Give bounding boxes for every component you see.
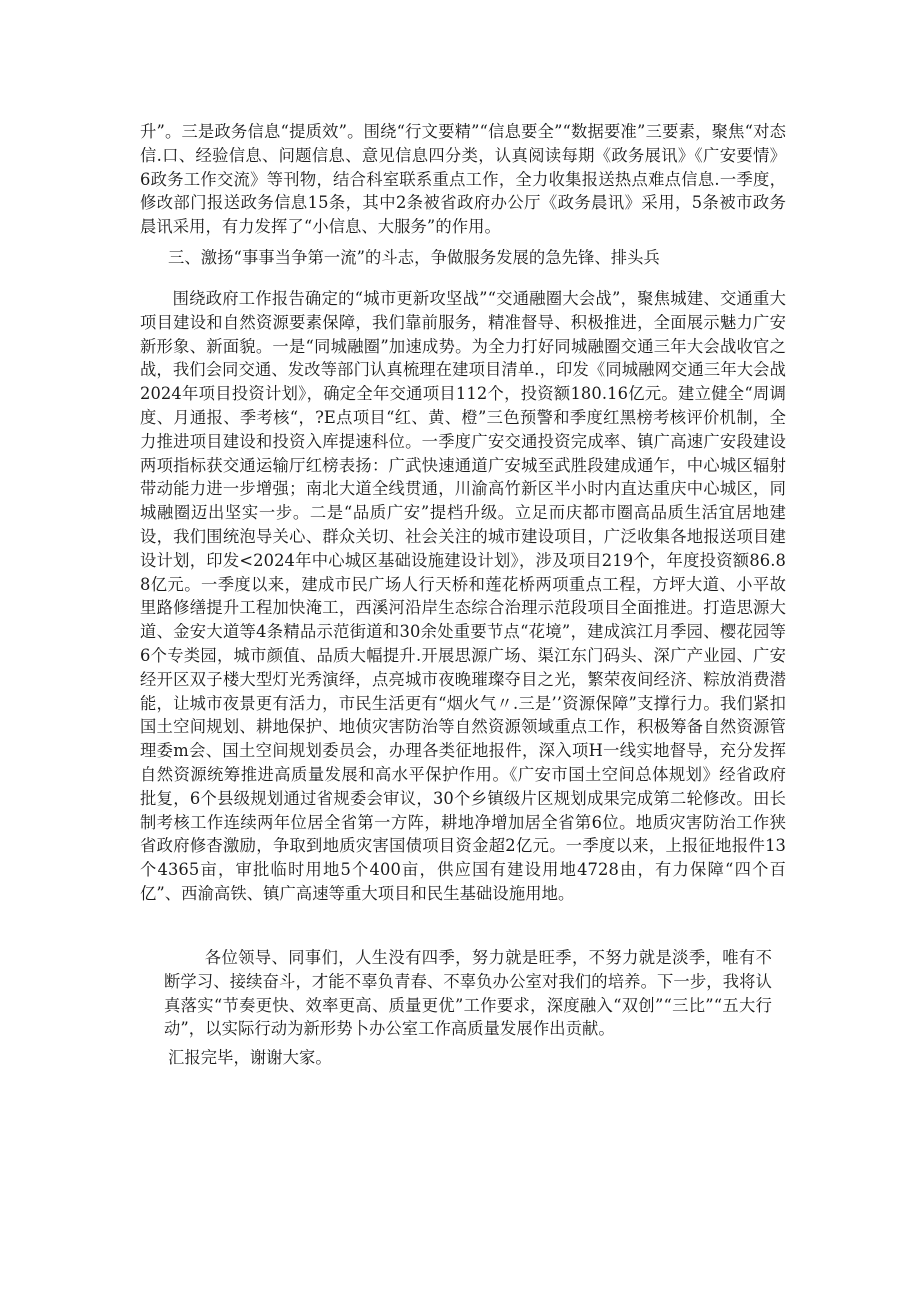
- paragraph-closing-remarks: 各位领导、同事们，人生没有四季，努力就是旺季，不努力就是淡季，唯有不断学习、接续奋斗，才能不辜负青春、不辜负办公室对我们的培养。下一步，我将认真落实“节奏更快、效率更高、质量更优”工作要求，深度融入“双创”“三比”“五大行动”，以实际行动为新形势卜办公室工作高质量发展作出贡献。: [164, 948, 772, 1039]
- closing-line: 汇报完毕，谢谢大家。: [168, 1048, 332, 1067]
- paragraph-urban-development: 围绕政府工作报告确定的“城市更新攻坚战”“交通融圈大会战”，聚焦城建、交通重大项目建设和自然资源要素保障，我们靠前服务，精准督导、积极推进，全面展示魅力广安新形象、新面貌。一是“同城融圈”加速成势。为全力打好同城融圈交通三年大会战收官之战，我们会同交通、发改等部门认真梳理在建项目清单.，印发《同城融网交通三年大会战2024年项目投资计划》，确定全年交通项目112个，投资额180.16亿元。建立健全“周调度、月通报、季考核“，?E点项目“红、黄、橙”三色预警和季度红黑榜考核评价机制，全力推进项目建设和投资入库提速科位。一季度广安交通投资完成率、镇广高速广安段建设两项指标获交通运输厅红榜表扬：广武快速通道广安城至武胜段建成通乍，中心城区辐射带动能力进一步增强；南北大道全线贯通，川渝高竹新区半小时内直达重庆中心城区，同城融圈迈出坚实一步。二是“品质广安”提档升级。立足而庆都市圈高品质生活宜居地建设，我们围统泡导关心、群众关切、社会关注的城市建设项目，广泛收集各地报送项目建设计划，印发<2024年中心城区基础设施建设计划》，涉及项目219个，年度投资额86.88亿元。一季度以来，建成市民广场人行天桥和莲花桥两项重点工程，方坪大道、小平故里路修缮提升工程加快淹工，西溪河沿岸生态综合治理示范段项目全面推进。打造思源大道、金安大道等4条精品示范街道和30余处重要节点“花境”，建成滨江月季园、樱花园等6个专类园，城市颜值、品质大幅提升.开展思源广场、渠江东门码头、深广产业园、广安经开区双子楼大型灯光秀演绎，点亮城市夜晚璀璨夺目之光，繁荣夜间经济、粽放消费潜能，让城市夜景更有活力，市民生活更有“烟火气〃.三是’’资源保障”支撑行力。我们紧扣国土空间规划、耕地保护、地侦灾害防治等自然资源领域重点工作，积极筹备自然资源管理委m会、国土空间规划委员会，办理各类征地报件，深入项H一线实地督导，充分发挥自然资源统筹推进高质量发展和高水平保护作用。《广安市国土空间总体规划》经省政府批复，6个县级规划通过省规委会审议，30个乡镇级片区规划成果完成第二轮修改。田长制考核工作连续两年位居全省第一方阵，耕地净增加居全省第6位。地质灾害防治工作狭省政府修杳激励，争取到地质灾害国债项目资金超2亿元。一季度以来，上报征地报件13个4365亩，审批临时用地5个400亩，供应国有建设用地4728由，有力保障“四个百亿”、西渝高铁、镇广高速等重大项目和民生基础设施用地。: [140, 289, 786, 903]
- paragraph-government-information: 升”。三是政务信息“提质效”。围绕“行文要精”“信息要全”“数据要准”三要素，聚焦“对态信.口、经验信息、问题信息、意见信息四分类，认真阅读每期《政务展讯》《广安要情》6政务工作交流》等刊物，结合科室联系重点工作，全力收集报送热点难点信息.一季度，修改部门报送政务信息15条，其中2条被省政府办公厅《政务晨讯》采用，5条被市政务晨讯采用，有力发挥了“小信息、大服务”的作用。: [140, 122, 786, 237]
- section-heading-3: 三、激扬“事事当争第一流”的斗志，争做服务发展的急先锋、排头兵: [168, 248, 660, 267]
